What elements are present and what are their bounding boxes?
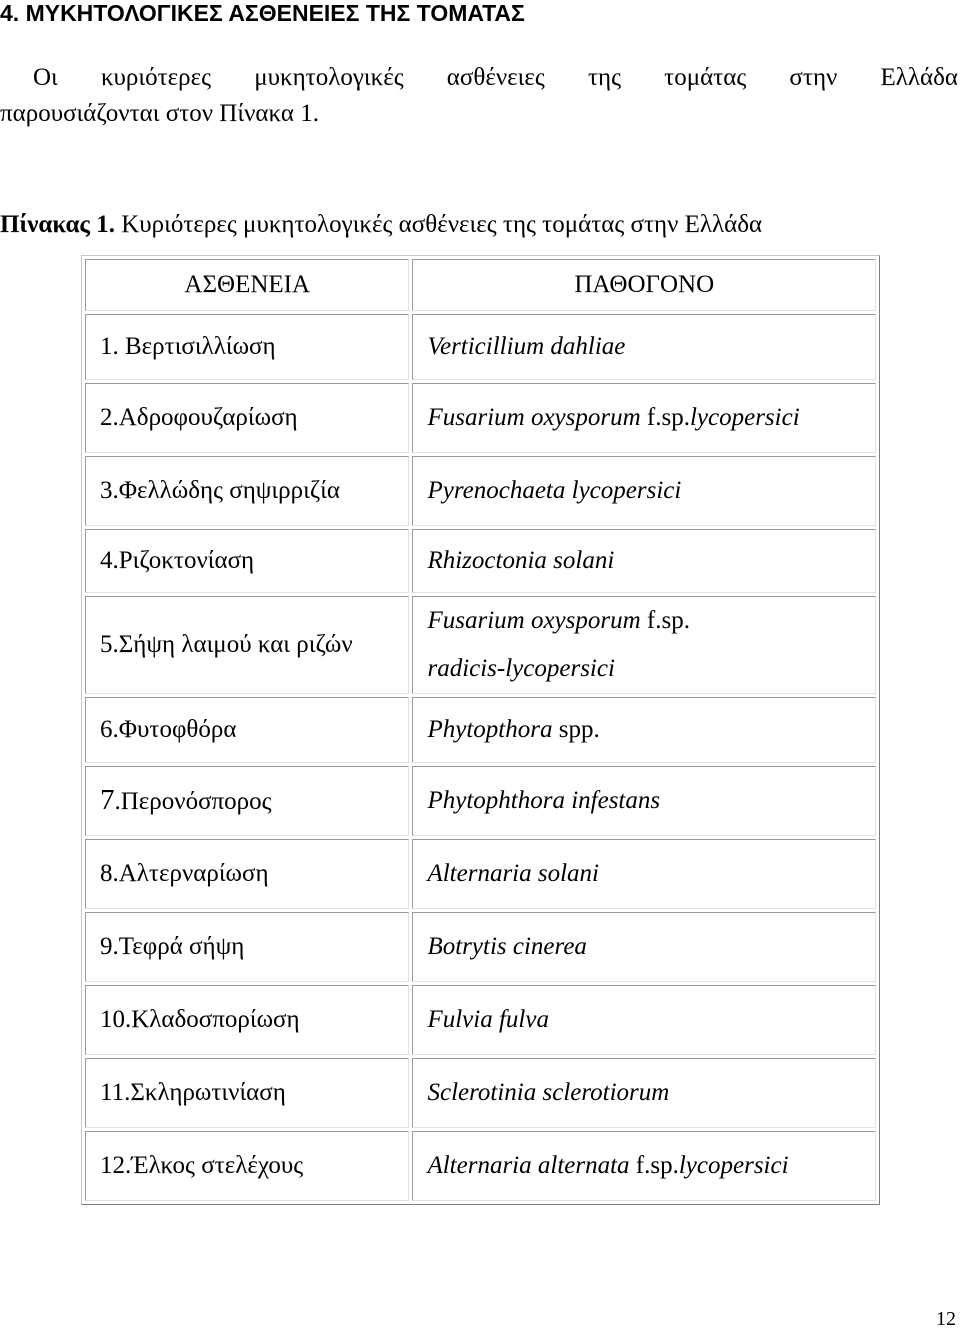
table-row <box>85 697 876 763</box>
pathogen-cell <box>412 912 876 982</box>
table-caption <box>0 208 762 242</box>
pathogen-name: Alternaria alternata <box>427 1152 630 1179</box>
disease-cell: 2.Αδροφουζαρίωση <box>85 383 409 453</box>
pathogen-cell <box>412 985 876 1055</box>
intro-word: στην <box>789 64 838 91</box>
pathogen-forma: f.sp. <box>640 404 690 431</box>
pathogen-forma-name: lycopersici <box>689 404 800 431</box>
intro-word: μυκητολογικές <box>254 64 404 91</box>
pathogen-cell <box>412 1131 876 1201</box>
disease-cell: 10.Κλαδοσπορίωση <box>85 985 409 1055</box>
intro-word: ασθένειες <box>446 64 545 91</box>
pathogen-cell <box>412 529 876 593</box>
pathogen-name: Pyrenochaeta lycopersici <box>427 477 682 504</box>
intro-word: Οι <box>33 64 58 91</box>
disease-cell: 6.Φυτοφθόρα <box>85 697 409 763</box>
table-header-row <box>85 259 876 311</box>
pathogen-forma: f.sp. <box>640 607 690 634</box>
pathogen-forma: f.sp. <box>629 1152 679 1179</box>
pathogen-name: Phytopthora <box>427 716 553 743</box>
table-row <box>85 529 876 593</box>
table-caption-label: Πίνακας 1. <box>0 211 115 238</box>
pathogen-cell <box>412 596 876 694</box>
pathogen-name: Botrytis cinerea <box>427 933 587 960</box>
table-row <box>85 383 876 453</box>
pathogen-name: Verticillium dahliae <box>427 333 626 360</box>
pathogen-cell <box>412 697 876 763</box>
disease-cell: 4.Ριζοκτονίαση <box>85 529 409 593</box>
pathogen-name: Fulvia fulva <box>427 1006 549 1033</box>
table-row <box>85 912 876 982</box>
pathogen-name: Fusarium oxysporum <box>427 404 641 431</box>
pathogen-name: Alternaria solani <box>427 860 600 887</box>
intro-word: της <box>587 64 621 91</box>
pathogen-cell <box>412 456 876 526</box>
section-heading: 4. ΜΥΚΗΤΟΛΟΓΙΚΕΣ ΑΣΘΕΝΕΙΕΣ ΤΗΣ ΤΟΜΑΤΑΣ <box>0 0 525 26</box>
pathogen-name: Rhizoctonia solani <box>427 547 615 574</box>
table-row <box>85 766 876 836</box>
table-row <box>85 1058 876 1128</box>
table-row <box>85 456 876 526</box>
pathogen-forma-name: radicis-lycopersici <box>427 655 615 682</box>
page-number: 12 <box>936 1308 956 1330</box>
intro-paragraph <box>0 60 958 132</box>
pathogen-cell <box>412 314 876 380</box>
disease-name: .Περονόσπορος <box>114 788 272 815</box>
table-row <box>85 985 876 1055</box>
intro-word: τομάτας <box>664 64 747 91</box>
intro-line-1 <box>0 60 958 96</box>
pathogen-cell <box>412 383 876 453</box>
pathogen-forma-name: lycopersici <box>678 1152 789 1179</box>
intro-word: Ελλάδα <box>880 64 958 91</box>
table-row <box>85 314 876 380</box>
table-caption-text: Κυριότερες μυκητολογικές ασθένειες της τομάτας στην Ελλάδα <box>114 211 763 238</box>
disease-cell: 12.Έλκος στελέχους <box>85 1131 409 1201</box>
pathogen-species-abbrev: spp. <box>552 716 600 743</box>
disease-cell: 11.Σκληρωτινίαση <box>85 1058 409 1128</box>
header-disease: ΑΣΘΕΝΕΙΑ <box>85 259 409 311</box>
intro-word: κυριότερες <box>100 64 212 91</box>
pathogen-cell <box>412 766 876 836</box>
disease-cell: 1. Βερτισιλλίωση <box>85 314 409 380</box>
header-pathogen: ΠΑΘΟΓΟΝΟ <box>412 259 876 311</box>
disease-cell: 9.Τεφρά σήψη <box>85 912 409 982</box>
diseases-table <box>81 255 880 1205</box>
intro-line-2: παρουσιάζονται στον Πίνακα 1. <box>0 100 319 127</box>
pathogen-cell <box>412 1058 876 1128</box>
disease-cell <box>85 766 409 836</box>
pathogen-name: Phytophthora infestans <box>427 787 661 814</box>
pathogen-name: Sclerotinia sclerotiorum <box>427 1079 670 1106</box>
table-row <box>85 596 876 694</box>
pathogen-cell <box>412 839 876 909</box>
disease-number: 7 <box>100 784 115 816</box>
disease-cell: 3.Φελλώδης σηψιρριζία <box>85 456 409 526</box>
table-row <box>85 1131 876 1201</box>
disease-cell: 5.Σήψη λαιμού και ριζών <box>85 596 409 694</box>
disease-cell: 8.Αλτερναρίωση <box>85 839 409 909</box>
table-row <box>85 839 876 909</box>
pathogen-name: Fusarium oxysporum <box>427 607 641 634</box>
